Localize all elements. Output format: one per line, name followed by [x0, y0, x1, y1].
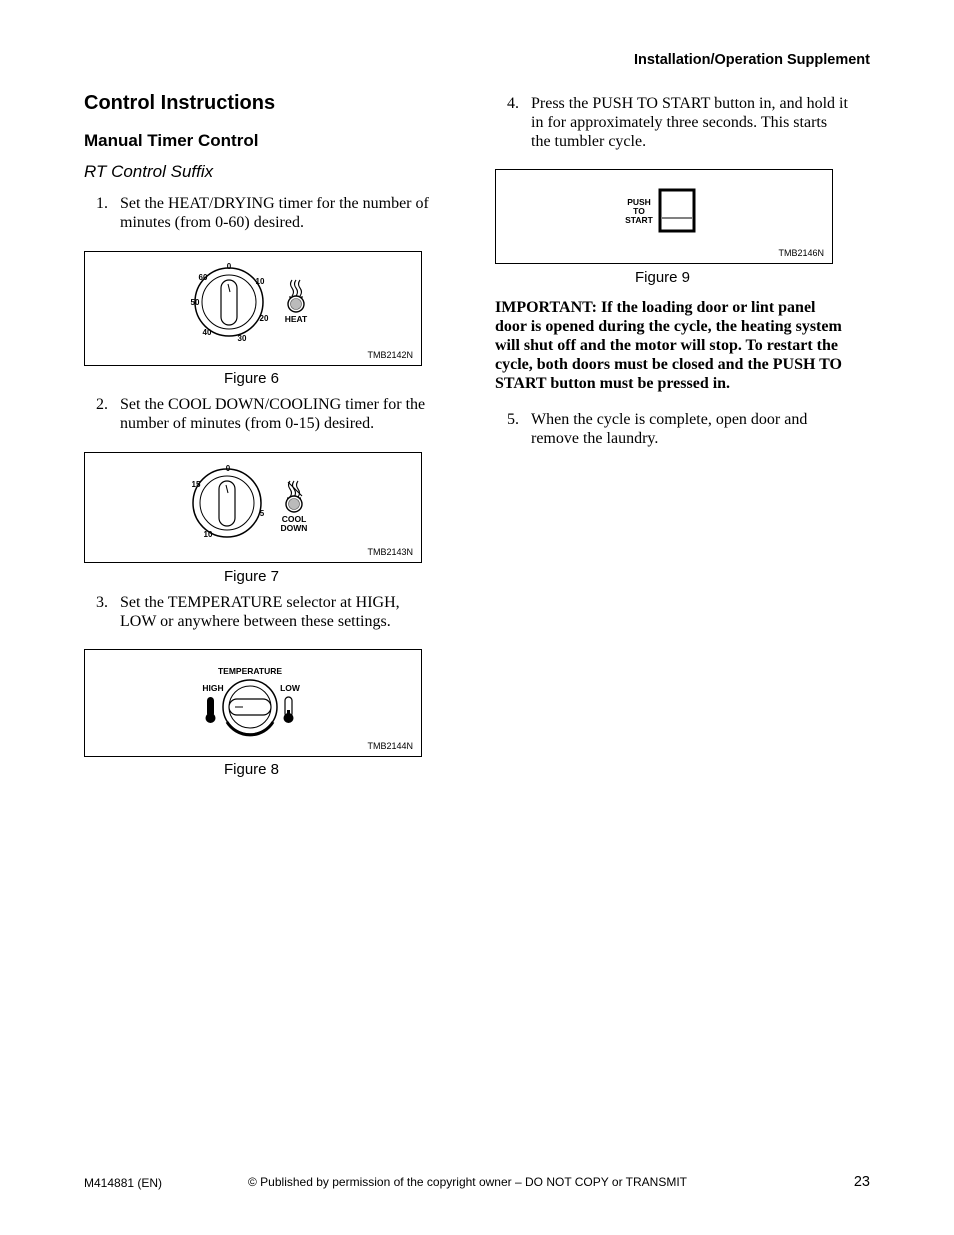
step-5 — [495, 410, 875, 450]
step-text-line: number of minutes (from 0-15) desired. — [120, 415, 375, 432]
step-text-line: minutes (from 0-60) desired. — [120, 214, 304, 231]
step-1 — [84, 194, 464, 234]
down-label: DOWN — [280, 523, 308, 533]
figure-code: TMB2142N — [367, 350, 413, 360]
figure-6-heat-timer — [84, 251, 422, 366]
thermometer-high-icon — [206, 697, 216, 723]
heat-label: HEAT — [284, 314, 308, 324]
dial-label: 10 — [255, 277, 265, 286]
figure-6-caption: Figure 6 — [224, 370, 280, 387]
dial-label: 0 — [226, 262, 232, 271]
step-text-line: Set the HEAT/DRYING timer for the number of — [120, 195, 429, 212]
cool-label: COOL — [281, 514, 307, 524]
important-line: will shut off and the motor will stop. To restart the — [495, 337, 838, 354]
step-text-line: Set the COOL DOWN/COOLING timer for the — [120, 396, 426, 413]
low-label: LOW — [280, 683, 300, 693]
step-text-line: LOW or anywhere between these settings. — [120, 613, 391, 630]
temperature-title: TEMPERATURE — [217, 666, 283, 676]
dial-label: 30 — [237, 334, 247, 343]
important-line: IMPORTANT: If the loading door or lint panel — [495, 299, 816, 316]
step-text-line: Press the PUSH TO START button in, and hold it — [531, 95, 848, 112]
dial-label: 40 — [202, 328, 212, 337]
step-text-line: in for approximately three seconds. This starts — [531, 114, 828, 131]
dial-label: 10 — [203, 530, 213, 539]
push-label: PUSH — [627, 197, 651, 207]
subsection-heading: RT Control Suffix — [84, 162, 214, 181]
step-text-line: remove the laundry. — [531, 430, 659, 447]
important-line: cycle, both doors must be closed and the PUSH TO — [495, 356, 842, 373]
page-title: Control Instructions — [84, 92, 276, 114]
figure-code: TMB2146N — [778, 248, 824, 258]
dial-label: 60 — [198, 273, 208, 282]
heat-timer-illustration — [85, 252, 423, 367]
step-text-line: Set the TEMPERATURE selector at HIGH, — [120, 594, 400, 611]
figure-9-push-to-start — [495, 169, 833, 264]
important-notice — [495, 298, 875, 393]
section-heading: Manual Timer Control — [84, 131, 259, 150]
running-header: Installation/Operation Supplement — [633, 52, 870, 68]
step-number: 4. — [507, 95, 519, 112]
step-2 — [84, 395, 464, 435]
dial-label: 50 — [190, 298, 200, 307]
heat-symbol-icon — [289, 280, 303, 297]
step-number: 2. — [96, 396, 108, 413]
push-to-start-button — [660, 190, 694, 231]
page-number: 23 — [853, 1174, 870, 1190]
figure-code: TMB2144N — [367, 741, 413, 751]
figure-8-temperature-selector — [84, 649, 422, 757]
figure-7-caption: Figure 7 — [224, 568, 280, 585]
step-text-line: the tumbler cycle. — [531, 133, 647, 150]
copyright-notice: © Published by permission of the copyright owner – DO NOT COPY or TRANSMIT — [248, 1175, 688, 1189]
dial-label: 5 — [259, 509, 265, 518]
step-3 — [84, 593, 464, 633]
to-label: TO — [633, 206, 645, 216]
figure-9-caption: Figure 9 — [635, 269, 691, 286]
figure-8-caption: Figure 8 — [224, 761, 280, 778]
document-id: M414881 (EN) — [84, 1176, 163, 1190]
step-4 — [495, 94, 875, 154]
step-number: 5. — [507, 411, 519, 428]
high-label: HIGH — [202, 683, 224, 693]
figure-code: TMB2143N — [367, 547, 413, 557]
dial-label: 15 — [191, 480, 201, 489]
push-to-start-illustration — [496, 170, 834, 265]
important-line: door is opened during the cycle, the heating system — [495, 318, 842, 335]
step-text-line: When the cycle is complete, open door and — [531, 411, 808, 428]
temperature-selector-illustration — [85, 650, 423, 758]
dial-label: 20 — [259, 314, 269, 323]
thermometer-low-icon — [284, 697, 294, 723]
figure-7-cooldown-timer — [84, 452, 422, 563]
step-number: 1. — [96, 195, 108, 212]
important-line: START button must be pressed in. — [495, 375, 731, 392]
step-number: 3. — [96, 594, 108, 611]
dial-label: 0 — [225, 464, 231, 473]
start-label: START — [625, 215, 653, 225]
cooldown-timer-illustration — [85, 453, 423, 564]
